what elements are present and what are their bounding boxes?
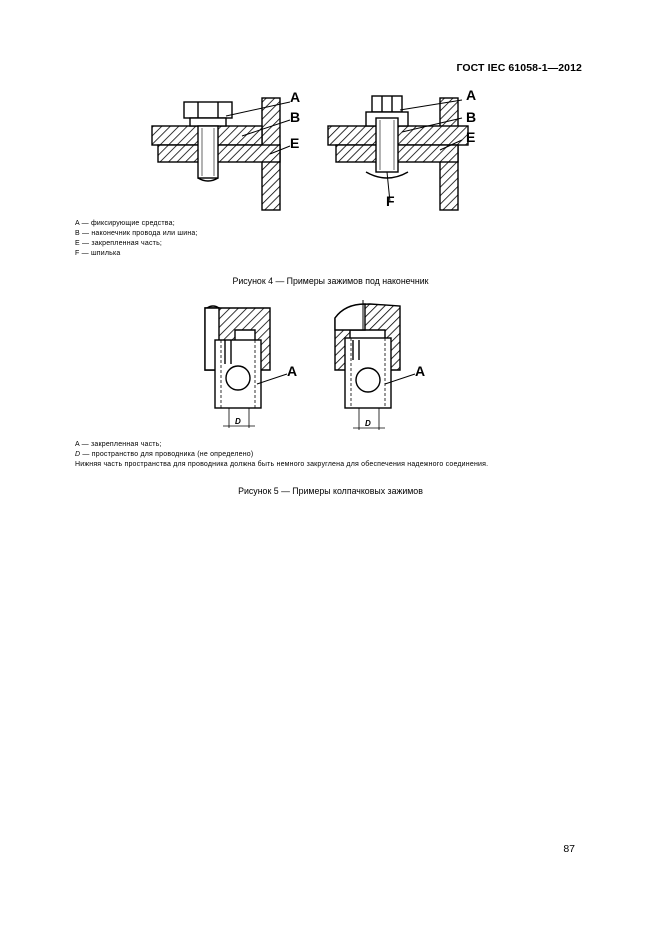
legend-item: F — шпилька xyxy=(75,250,121,257)
legend-item: B — наконечник провода или шина; xyxy=(75,230,198,237)
bolt-head-left xyxy=(184,102,232,118)
conductor-right xyxy=(356,368,380,392)
fig5-label-a-left: A xyxy=(287,363,298,379)
legend-item xyxy=(75,450,488,460)
legend-item: E — закрепленная часть; xyxy=(75,240,163,247)
legend-item: A — закрепленная часть; xyxy=(75,441,162,448)
conductor-left xyxy=(226,366,250,390)
figure-4-svg xyxy=(140,88,490,213)
fig4-label-f-right: F xyxy=(386,193,395,209)
fig4-label-e-left: E xyxy=(290,135,300,151)
figure-5-drawing xyxy=(195,300,435,435)
legend-text: — пространство для проводника (не определено) xyxy=(80,451,254,458)
fig5-label-a-right: A xyxy=(415,363,426,379)
document-standard-header: ГОСТ IEC 61058-1—2012 xyxy=(456,62,582,74)
fixed-plate-left xyxy=(158,145,280,162)
figure-5-caption: Рисунок 5 — Примеры колпачковых зажимов xyxy=(238,486,423,496)
fig4-label-b-left: B xyxy=(290,109,301,125)
fig4-label-a-left: A xyxy=(290,89,301,105)
figure-5-svg xyxy=(195,300,435,435)
figure-4-legend xyxy=(75,219,198,259)
fig4-label-b-right: B xyxy=(466,109,477,125)
fig5-label-d-left: D xyxy=(235,417,241,426)
page-number: 87 xyxy=(563,843,575,855)
fig5-label-d-right: D xyxy=(365,419,371,428)
fig4-label-e-right: E xyxy=(466,129,476,145)
figure-5-legend xyxy=(75,440,488,470)
legend-note: Нижняя часть пространства для проводника должна быть немного закруглена для обеспечения надежного соединения. xyxy=(75,461,489,468)
figure-4-drawing xyxy=(140,88,490,213)
legend-item: A — фиксирующие средства; xyxy=(75,220,175,227)
figure-4-caption: Рисунок 4 — Примеры зажимов под наконечник xyxy=(232,276,429,286)
bolt-shank-left xyxy=(198,126,218,178)
nut-right xyxy=(372,96,402,112)
washer-left xyxy=(190,118,226,126)
fig4-label-a-right: A xyxy=(466,87,477,103)
stud-right xyxy=(376,118,398,172)
legend-symbol-d: D xyxy=(75,451,81,458)
